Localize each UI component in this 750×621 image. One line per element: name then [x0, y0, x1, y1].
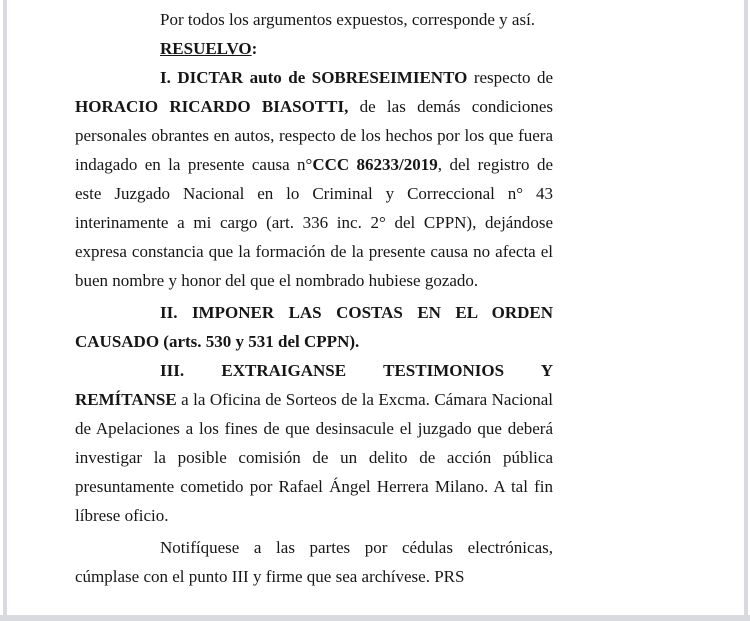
text-segment: II. IMPONER LAS COSTAS EN EL ORDEN CAUSADO (arts. 530 y 531 del CPPN). [75, 303, 553, 351]
page-edge-bottom-line [0, 615, 750, 621]
text-segment: : [251, 39, 258, 58]
paragraph-item-iii [75, 356, 553, 530]
paragraph-notification-clause [75, 533, 553, 591]
text-segment: de las demás condiciones personales obrantes en autos, respecto de los hechos por los que fuera indagado en la presente causa n° [75, 97, 553, 174]
resolution-text-block [75, 5, 553, 591]
text-segment: CCC 86233/2019 [312, 155, 438, 174]
page-edge-left-line [3, 0, 7, 621]
text-segment: I. DICTAR auto de SOBRESEIMIENTO [160, 68, 468, 87]
text-segment: a la Oficina de Sorteos de la Excma. Cámara Nacional de Apelaciones a los fines de que desinsacule el juzgado que deberá investigar la posible comisión de un delito de acción pública presuntamente cometido por Rafael Ángel Herrera Milano. A tal fin líbrese oficio. [75, 390, 553, 525]
text-segment: Por todos los argumentos expuestos, corresponde y así. [160, 10, 536, 29]
text-segment: HORACIO RICARDO BIASOTTI, [75, 97, 349, 116]
paragraph-item-i [75, 63, 553, 295]
page-edge-right-line [744, 0, 748, 621]
paragraph-resuelvo-heading [75, 34, 553, 63]
paragraph-closing-formula [75, 5, 553, 34]
text-segment: , del registro de este Juzgado Nacional en lo Criminal y Correccional n° 43 interinamente a mi cargo (art. 336 inc. 2° del CPPN), dejándose expresa constancia que la formación de la presente causa no afecta el buen nombre y honor del que el nombrado hubiese gozado. [75, 155, 553, 290]
text-segment: III. EXTRAIGANSE TESTIMONIOS Y REMÍTANSE [75, 361, 553, 409]
text-segment: RESUELVO [160, 39, 252, 58]
paragraph-item-ii [75, 298, 553, 356]
text-segment: Notifíquese a las partes por cédulas electrónicas, cúmplase con el punto III y firme que sea archívese. PRS [75, 538, 553, 586]
text-segment: respecto de [467, 68, 553, 87]
